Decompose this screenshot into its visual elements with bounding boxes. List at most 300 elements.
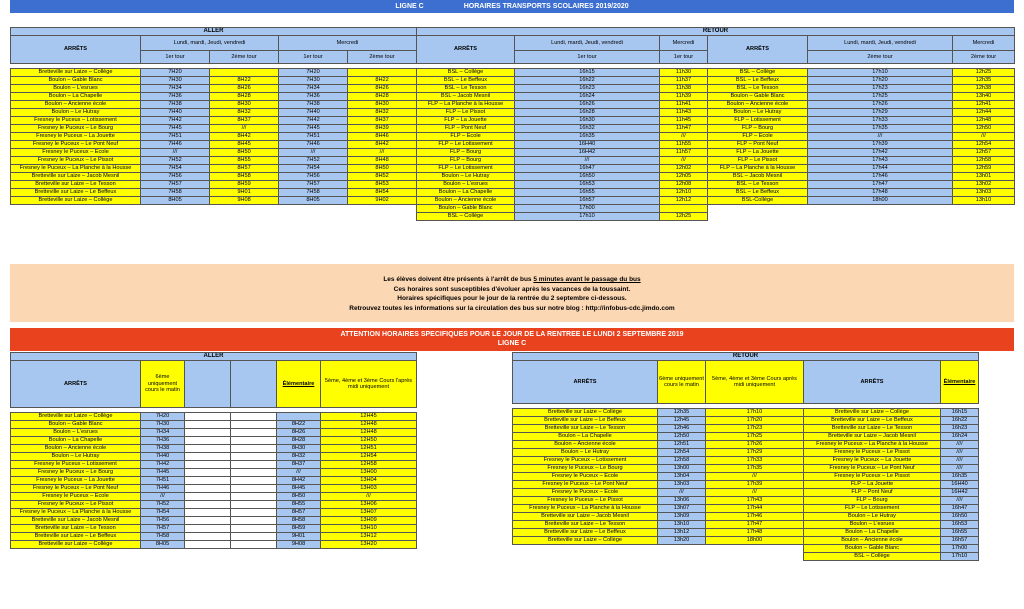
stop-name: Boulon – La Chapelle: [417, 189, 515, 197]
blank-cell: [231, 509, 277, 517]
stop-name: Boulon – L'esrues: [11, 429, 141, 437]
table-row: [417, 213, 1015, 221]
tour2-time: 8H37: [210, 117, 279, 125]
weekday-time: 17h48: [808, 189, 953, 197]
special-retour-table: [512, 352, 979, 561]
blank-cell: [231, 453, 277, 461]
blank-cell: [185, 477, 231, 485]
weekday-header: Lundi, mardi, Jeudi, vendredi: [808, 36, 953, 51]
mercredi-tour2-time: 9H02: [348, 197, 417, 205]
stop-name: Fresney le Puceux – Le Pont Neuf: [804, 465, 941, 473]
mercredi-tour2-time: 8H22: [348, 77, 417, 85]
weekday-header: Lundi, mardi, Jeudi, vendredi: [141, 36, 279, 51]
cinquieme-time: 13H00: [321, 469, 417, 477]
cinquieme-time: 17h29: [706, 449, 804, 457]
table-row: [11, 541, 417, 549]
table-row: [11, 85, 417, 93]
stop-name: Fresney le Puceux – La Planche à la Housse: [804, 441, 941, 449]
table-row: [417, 69, 1015, 77]
arrets-header: ARRÊTS: [417, 36, 515, 64]
blank-cell: [231, 485, 277, 493]
sixieme-time: 7H36: [141, 437, 185, 445]
stop-name: Fresney le Puceux – Lotissement: [11, 461, 141, 469]
stop-name: Boulon – Le Hutray: [513, 449, 658, 457]
mercredi-time: 12h08: [660, 181, 708, 189]
tour2-time: 8H32: [210, 109, 279, 117]
table-row: [513, 433, 979, 441]
tour1-time: 7H20: [141, 69, 210, 77]
stop-name: Bretteville sur Laize – Le Beffeux: [513, 417, 658, 425]
mercredi-tour2-time: 8H48: [348, 157, 417, 165]
stop-name: FLP – Pont Neuf: [804, 489, 941, 497]
cinquieme-time: ///: [706, 489, 804, 497]
tour1-header: 1er tour: [141, 51, 210, 64]
cinquieme-time: 17h33: [706, 457, 804, 465]
weekday-time: 17h10: [808, 69, 953, 77]
sixieme-time: 7H46: [141, 485, 185, 493]
table-row: [513, 481, 979, 489]
stop-name: Fresney le Puceux – Le Bourg: [513, 465, 658, 473]
retour-section-title: RETOUR: [417, 28, 1015, 36]
tour1-header: 1er tour: [660, 51, 708, 64]
cinquieme-time: 13H09: [321, 517, 417, 525]
sixieme-time: 7H52: [141, 501, 185, 509]
mercredi-tour2-time: 8H37: [348, 117, 417, 125]
sixieme-time: 12h51: [658, 441, 706, 449]
tour1-time: 7H45: [141, 125, 210, 133]
cinquieme-time: 17h35: [706, 465, 804, 473]
mercredi-tour2-time: 8H28: [348, 93, 417, 101]
tour1-time: 7H56: [141, 173, 210, 181]
stop-name: Fresney le Puceux – Le Pissot: [804, 473, 941, 481]
sixieme-time: 7H58: [141, 533, 185, 541]
mercredi-time: 11h47: [660, 125, 708, 133]
elementaire-time: 16h35: [941, 473, 979, 481]
stop-name: Boulon – Ancienne école: [513, 441, 658, 449]
weekday-time: 16h24: [515, 93, 660, 101]
line-title: LIGNE C: [395, 3, 424, 10]
stop-name: Bretteville sur Laize – Collège: [11, 69, 141, 77]
stop-name: Fresney le Puceux – La Planche à la Housse: [11, 165, 141, 173]
blank-cell: [231, 421, 277, 429]
table-row: [513, 409, 979, 417]
table-row: [11, 445, 417, 453]
stop-name: FLP – La Jouette: [708, 149, 808, 157]
stop-name: Boulon – La Chapelle: [513, 433, 658, 441]
stop-name: Bretteville sur Laize – Le Tesson: [513, 425, 658, 433]
tour2-time: [210, 69, 279, 77]
mercredi-tour1-time: 7H46: [279, 141, 348, 149]
tour2-time: 8H59: [210, 181, 279, 189]
table-row: [11, 101, 417, 109]
stop-name: Boulon – La Chapelle: [804, 529, 941, 537]
mercredi-tour1-time: 7H40: [279, 109, 348, 117]
weekday-time: 17h10: [515, 213, 660, 221]
weekday-time: 17h29: [808, 109, 953, 117]
cinquieme-time: 17h23: [706, 425, 804, 433]
table-row: [513, 497, 979, 505]
mercredi-tour1-time: 7H58: [279, 189, 348, 197]
blank-cell: [231, 461, 277, 469]
sixieme-time: 7H34: [141, 429, 185, 437]
elementaire-time: 16h15: [941, 409, 979, 417]
elementaire-time: 8H26: [277, 429, 321, 437]
elementaire-time: 16h57: [941, 537, 979, 545]
stop-name: Bretteville sur Laize – Le Tesson: [804, 425, 941, 433]
weekday-time: 16h57: [515, 197, 660, 205]
stop-name: Boulon – La Chapelle: [11, 93, 141, 101]
sixieme-time: 7H40: [141, 453, 185, 461]
stop-name: FLP – Bourg: [417, 149, 515, 157]
blank-cell: [185, 461, 231, 469]
stop-name: Fresney le Puceux – École: [11, 149, 141, 157]
stop-name: Boulon – Ancienne école: [11, 445, 141, 453]
stop-name: FLP – Bourg: [708, 125, 808, 133]
mercredi-time: ///: [660, 157, 708, 165]
sixieme-time: 7H56: [141, 517, 185, 525]
elementaire-time: 17h00: [941, 545, 979, 553]
blank-cell: [231, 437, 277, 445]
table-row: [11, 477, 417, 485]
mercredi-tour1-time: 7H45: [279, 125, 348, 133]
table-row: [417, 165, 1015, 173]
stop-name: Boulon – Le Hutray: [804, 513, 941, 521]
cinquieme-time: 13H20: [321, 541, 417, 549]
elementaire-header: Élémentaire: [277, 361, 321, 408]
mercredi-time: 11h37: [660, 77, 708, 85]
stop-name: Fresney le Puceux – La Planche à la Housse: [11, 509, 141, 517]
notice-line-3: Horaires spécifiques pour le jour de la rentrée du 2 septembre ci-dessous.: [397, 295, 627, 302]
weekday-time: 16h50: [515, 173, 660, 181]
stop-name: FLP – La Jouette: [417, 117, 515, 125]
stop-name: Boulon – L'esrues: [804, 521, 941, 529]
stop-name: [513, 545, 658, 553]
blank-cell: [185, 421, 231, 429]
table-row: [11, 437, 417, 445]
table-row: [417, 173, 1015, 181]
arrets-header: ARRÊTS: [11, 36, 141, 64]
weekday-time: ///: [808, 133, 953, 141]
cinquieme-time: 13H12: [321, 533, 417, 541]
stop-name: BSL – Le Beffeux: [708, 189, 808, 197]
stop-name: Boulon – La Chapelle: [11, 437, 141, 445]
table-row: [417, 109, 1015, 117]
stop-name: BSL – Collège: [804, 553, 941, 561]
cinquieme-time: ///: [321, 493, 417, 501]
stop-name: Fresney le Puceux – Le Pissot: [513, 497, 658, 505]
sixieme-time: 12h35: [658, 409, 706, 417]
table-row: [417, 77, 1015, 85]
table-row: [11, 157, 417, 165]
mercredi-tour1-time: 7H51: [279, 133, 348, 141]
special-aller-table: [10, 352, 417, 549]
stop-name: Fresney le Puceux – École: [11, 493, 141, 501]
mercredi-time: 11h43: [660, 109, 708, 117]
sixieme-time: 7H30: [141, 421, 185, 429]
mercredi-tour2-time: [348, 69, 417, 77]
mercredi-time: 13h40: [953, 93, 1015, 101]
blank-header: [185, 361, 231, 408]
weekday-time: 17h26: [808, 101, 953, 109]
tour2-time: ///: [210, 125, 279, 133]
elementaire-time: 8H58: [277, 517, 321, 525]
mercredi-tour1-time: 7H54: [279, 165, 348, 173]
elementaire-time: 8H22: [277, 421, 321, 429]
table-row: [513, 545, 979, 553]
table-row: [417, 197, 1015, 205]
cinquieme-time: 13H04: [321, 477, 417, 485]
table-row: [11, 141, 417, 149]
stop-name: [708, 205, 808, 213]
table-row: [11, 517, 417, 525]
stop-name: Bretteville sur Laize – Le Tesson: [513, 521, 658, 529]
mercredi-time: 12h12: [660, 197, 708, 205]
blank-cell: [185, 501, 231, 509]
tour1-time: 7H42: [141, 117, 210, 125]
table-row: [513, 465, 979, 473]
mercredi-tour1-time: ///: [279, 149, 348, 157]
sixieme-time: 12h50: [658, 433, 706, 441]
mercredi-tour2-time: 8H50: [348, 165, 417, 173]
cinquieme-time: 17h47: [706, 521, 804, 529]
cinquieme-time: 12H45: [321, 413, 417, 421]
special-band: [10, 328, 1014, 351]
blank-cell: [231, 493, 277, 501]
tour2-time: 8H55: [210, 157, 279, 165]
table-row: [513, 521, 979, 529]
mercredi-time: 12h59: [953, 165, 1015, 173]
stop-name: FLP – École: [708, 133, 808, 141]
stop-name: Boulon – Le Hutray: [11, 453, 141, 461]
weekday-time: 16h15: [515, 69, 660, 77]
stop-name: Bretteville sur Laize – Collège: [11, 541, 141, 549]
cinquieme-time: 12H48: [321, 421, 417, 429]
stop-name: Boulon – Ancienne école: [417, 197, 515, 205]
sixieme-time: [658, 545, 706, 553]
stop-name: Bretteville sur Laize – Le Beffeux: [804, 417, 941, 425]
sixieme-header: 6ème uniquement cours le matin: [658, 361, 706, 404]
weekday-time: 17h46: [808, 173, 953, 181]
weekday-time: 17h39: [808, 141, 953, 149]
stop-name: FLP – Le Pissot: [417, 109, 515, 117]
table-row: [417, 85, 1015, 93]
table-row: [513, 529, 979, 537]
weekday-time: 16h53: [515, 181, 660, 189]
cinquieme-time: 12H51: [321, 445, 417, 453]
stop-name: Bretteville sur Laize – Jacob Mesnil: [11, 517, 141, 525]
mercredi-time: 12h58: [953, 157, 1015, 165]
stop-name: Boulon – Ancienne école: [804, 537, 941, 545]
elementaire-time: 16H42: [941, 489, 979, 497]
sixieme-time: 8H05: [141, 541, 185, 549]
stop-name: FLP – Le Lotissement: [417, 141, 515, 149]
tour1-time: 7H30: [141, 77, 210, 85]
sixieme-time: 13h20: [658, 537, 706, 545]
sixieme-time: 7H57: [141, 525, 185, 533]
tour2-time: 9H01: [210, 189, 279, 197]
mercredi-tour2-time: ///: [348, 149, 417, 157]
stop-name: [708, 213, 808, 221]
table-row: [513, 537, 979, 545]
tour1-time: 7H36: [141, 93, 210, 101]
table-row: [417, 181, 1015, 189]
weekday-time: 16h23: [515, 85, 660, 93]
stop-name: Boulon – Le Hutray: [708, 109, 808, 117]
blank-cell: [231, 413, 277, 421]
stop-name: Bretteville sur Laize – Le Tesson: [11, 181, 141, 189]
blank-cell: [231, 469, 277, 477]
stop-name: BSL – Jacob Mesnil: [417, 93, 515, 101]
stop-name: BSL – Jacob Mesnil: [708, 173, 808, 181]
elementaire-time: 16h22: [941, 417, 979, 425]
mercredi-tour1-time: 7H36: [279, 93, 348, 101]
elementaire-time: 8H50: [277, 493, 321, 501]
table-row: [11, 189, 417, 197]
weekday-time: 16h30: [515, 117, 660, 125]
weekday-time: 16h22: [515, 77, 660, 85]
cinquieme-time: 17h43: [706, 497, 804, 505]
table-row: [11, 173, 417, 181]
table-row: [417, 125, 1015, 133]
mercredi-time: ///: [660, 133, 708, 141]
stop-name: BSL – Collège: [417, 69, 515, 77]
notice-line-4: Retrouvez toutes les informations sur la circulation des bus sur notre blog : http://infobus-cdc.jimdo.com: [349, 304, 675, 312]
tour1-time: 7H40: [141, 109, 210, 117]
mercredi-time: [953, 205, 1015, 213]
mercredi-tour2-time: 8H26: [348, 85, 417, 93]
cinquieme-time: 17h25: [706, 433, 804, 441]
stop-name: FLP – Pont Neuf: [708, 141, 808, 149]
table-row: [417, 205, 1015, 213]
elementaire-time: 16h24: [941, 433, 979, 441]
blank-cell: [231, 477, 277, 485]
cinquieme-time: 17h10: [706, 409, 804, 417]
weekday-time: [808, 213, 953, 221]
table-row: [417, 101, 1015, 109]
mercredi-tour2-time: 8H30: [348, 101, 417, 109]
tour2-header: 2ème tour: [210, 51, 279, 64]
sixieme-time: 12h45: [658, 417, 706, 425]
elementaire-time: ///: [277, 469, 321, 477]
stop-name: Fresney le Puceux – École: [513, 489, 658, 497]
cinquieme-time: 13H07: [321, 509, 417, 517]
elementaire-time: 9H08: [277, 541, 321, 549]
blank-cell: [231, 429, 277, 437]
table-row: [11, 453, 417, 461]
table-row: [513, 457, 979, 465]
mercredi-time: 11h39: [660, 93, 708, 101]
sixieme-header: 6ème uniquement cours le matin: [141, 361, 185, 408]
stop-name: Boulon – Gable Blanc: [708, 93, 808, 101]
cinquieme-time: [706, 545, 804, 553]
stop-name: FLP – Bourg: [804, 497, 941, 505]
weekday-time: 17h43: [808, 157, 953, 165]
weekday-time: ///: [515, 157, 660, 165]
stop-name: Boulon – Ancienne école: [708, 101, 808, 109]
mercredi-time: 13h01: [953, 173, 1015, 181]
sixieme-time: 12h58: [658, 457, 706, 465]
elementaire-time: 8H59: [277, 525, 321, 533]
aller-section-title: ALLER: [11, 353, 417, 361]
tour1-time: 7H46: [141, 141, 210, 149]
blank-header: [231, 361, 277, 408]
table-row: [11, 197, 417, 205]
mercredi-time: 11h57: [660, 149, 708, 157]
mercredi-time: 12h38: [953, 85, 1015, 93]
cinquieme-time: 12H50: [321, 437, 417, 445]
blank-cell: [231, 445, 277, 453]
cinquieme-header: 5ème, 4ème et 3ème Cours après midi uniquement: [706, 361, 804, 404]
schedule-title: HORAIRES TRANSPORTS SCOLAIRES 2019/2020: [463, 3, 629, 10]
stop-name: FLP – Le Pissot: [708, 157, 808, 165]
stop-name: Fresney le Puceux – Le Pont Neuf: [11, 485, 141, 493]
blank-cell: [185, 493, 231, 501]
mercredi-time: 12h02: [660, 165, 708, 173]
mercredi-time: 12h41: [953, 101, 1015, 109]
mercredi-tour2-time: 8H54: [348, 189, 417, 197]
mercredi-time: 11h38: [660, 85, 708, 93]
weekday-time: 16h47: [515, 165, 660, 173]
blank-cell: [185, 413, 231, 421]
blank-cell: [185, 453, 231, 461]
mercredi-time: 12h25: [953, 69, 1015, 77]
mercredi-time: 11h45: [660, 117, 708, 125]
table-row: [513, 441, 979, 449]
mercredi-header: Mercredi: [660, 36, 708, 51]
mercredi-tour1-time: 7H57: [279, 181, 348, 189]
stop-name: FLP – La Planche à la Housse: [417, 101, 515, 109]
tour1-header: 1er tour: [515, 51, 660, 64]
table-row: [417, 141, 1015, 149]
weekday-time: 16h55: [515, 189, 660, 197]
tour2-time: 8H42: [210, 133, 279, 141]
tour2-time: 8H58: [210, 173, 279, 181]
cinquieme-time: 17h26: [706, 441, 804, 449]
table-row: [11, 533, 417, 541]
stop-name: BSL – Le Tesson: [708, 85, 808, 93]
tour2-time: 9H08: [210, 197, 279, 205]
stop-name: Boulon – Le Hutray: [11, 109, 141, 117]
retour-table: [416, 27, 1015, 221]
elementaire-time: 8H42: [277, 477, 321, 485]
elementaire-time: 16h23: [941, 425, 979, 433]
table-row: [513, 417, 979, 425]
aller-section-title: ALLER: [11, 28, 417, 36]
arrets-header: ARRÊTS: [804, 361, 941, 404]
stop-name: Fresney le Puceux – La Jouette: [804, 457, 941, 465]
cinquieme-time: 17h39: [706, 481, 804, 489]
sixieme-time: 7H20: [141, 413, 185, 421]
stop-name: BSL – Collège: [417, 213, 515, 221]
mercredi-time: [953, 213, 1015, 221]
table-row: [11, 501, 417, 509]
blank-cell: [185, 437, 231, 445]
notice-line-1-emphasis: 5 minutes avant le passage du bus: [533, 276, 641, 283]
tour1-time: 7H52: [141, 157, 210, 165]
elementaire-time: 16h53: [941, 521, 979, 529]
elementaire-time: 8H30: [277, 445, 321, 453]
stop-name: Boulon – Ancienne école: [11, 101, 141, 109]
tour1-time: 7H57: [141, 181, 210, 189]
table-row: [11, 149, 417, 157]
sixieme-time: [658, 553, 706, 561]
stop-name: BSL – Collège: [708, 69, 808, 77]
cinquieme-time: 12H54: [321, 453, 417, 461]
table-row: [513, 513, 979, 521]
tour2-time: 8H30: [210, 101, 279, 109]
stop-name: Boulon – Gable Blanc: [11, 77, 141, 85]
tour2-header: 2ème tour: [808, 51, 953, 64]
